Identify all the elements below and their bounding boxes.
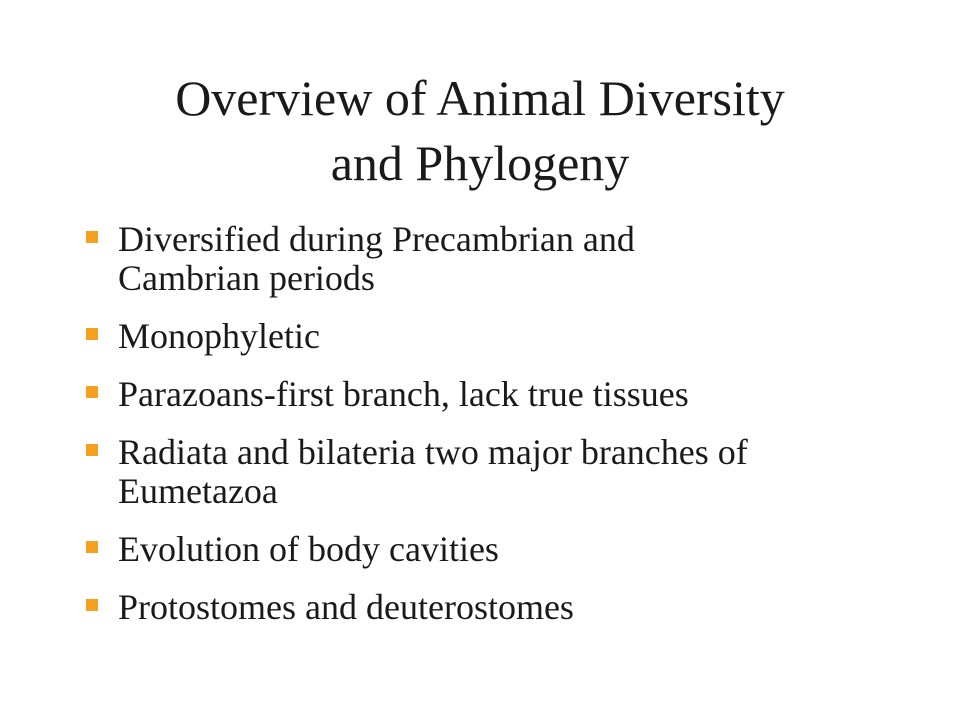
- bullet-list: [84, 220, 904, 646]
- bullet-item-4: [84, 433, 904, 511]
- square-bullet-icon: [86, 599, 98, 611]
- square-bullet-icon: [86, 231, 98, 243]
- bullet-text-2: Monophyletic: [118, 316, 320, 356]
- bullet-item-1: [84, 220, 904, 298]
- bullet-item-2: [84, 317, 904, 356]
- square-bullet-icon: [86, 541, 98, 553]
- bullet-item-5: [84, 530, 904, 569]
- bullet-text-4-line-1: Radiata and bilateria two major branches of: [118, 432, 748, 472]
- slide-title-line-1: Overview of Animal Diversity: [175, 70, 785, 126]
- slide-title: [60, 66, 900, 196]
- bullet-text-1-line-1: Diversified during Precambrian and: [118, 219, 635, 259]
- bullet-text-5: Evolution of body cavities: [118, 529, 499, 569]
- bullet-text-6: Protostomes and deuterostomes: [118, 587, 574, 627]
- square-bullet-icon: [86, 328, 98, 340]
- bullet-text-3: Parazoans-first branch, lack true tissues: [118, 374, 689, 414]
- square-bullet-icon: [86, 444, 98, 456]
- slide-title-line-2: and Phylogeny: [330, 135, 630, 191]
- bullet-item-6: [84, 588, 904, 627]
- bullet-text-1-line-2: Cambrian periods: [118, 258, 375, 298]
- square-bullet-icon: [86, 386, 98, 398]
- bullet-text-4-line-2: Eumetazoa: [118, 471, 278, 511]
- bullet-item-3: [84, 375, 904, 414]
